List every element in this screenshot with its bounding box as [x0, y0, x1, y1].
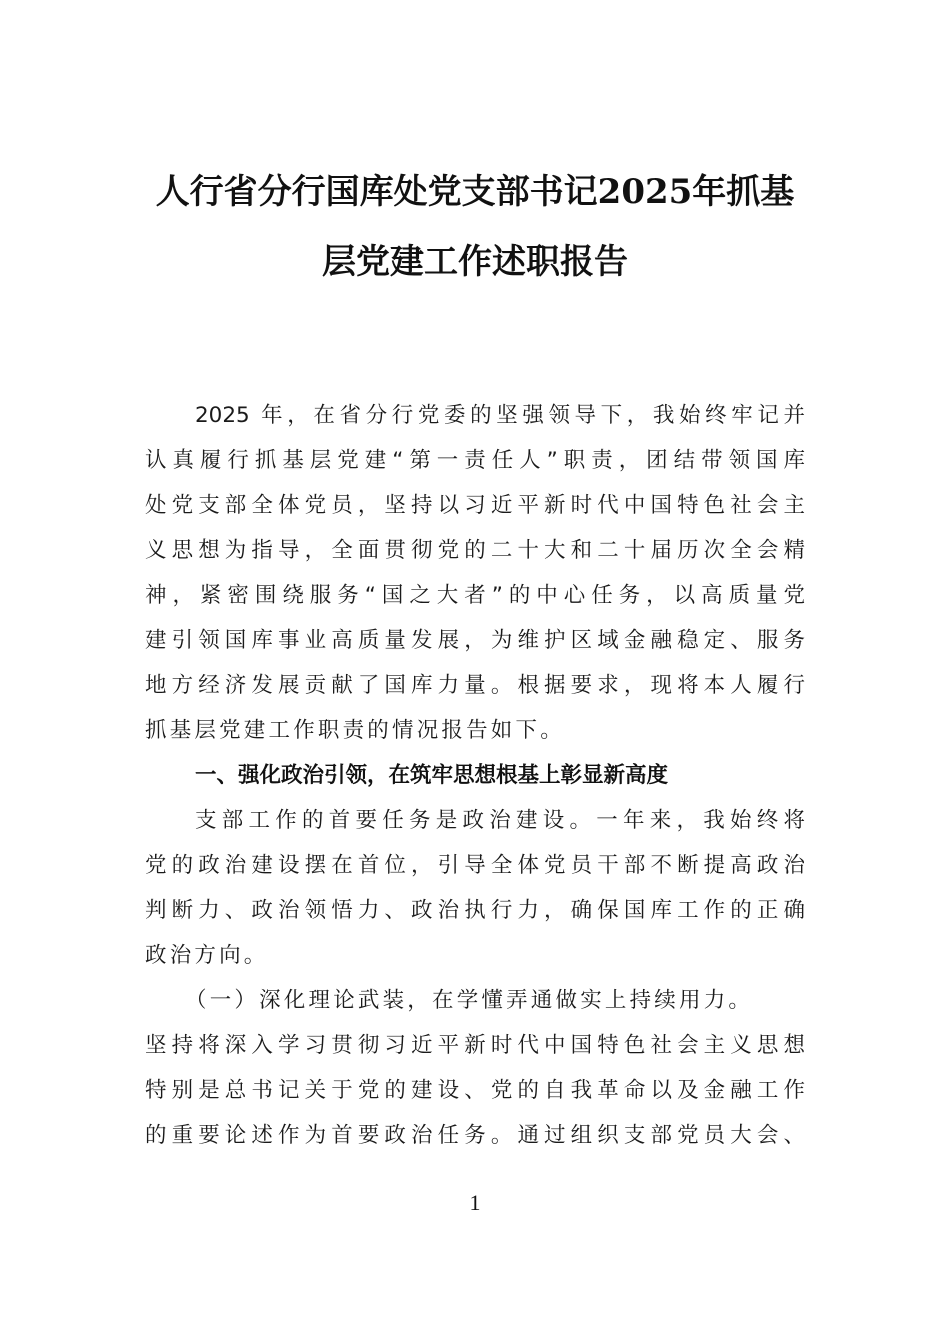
section-1-line-4: 政治方向。: [145, 943, 269, 968]
intro-line-2: 认真履行抓基层党建“第一责任人”职责，团结带领国库: [145, 448, 805, 473]
intro-line-8: 抓基层党建工作职责的情况报告如下。: [145, 718, 565, 743]
document-title-line-1: 人行省分行国库处党支部书记2025年抓基: [155, 172, 795, 212]
section-1-line-2: 党的政治建设摆在首位，引导全体党员干部不断提高政治: [145, 853, 805, 878]
section-1-line-3: 判断力、政治领悟力、政治执行力，确保国库工作的正确: [145, 898, 805, 923]
intro-line-4: 义思想为指导，全面贯彻党的二十大和二十届历次全会精: [145, 538, 805, 563]
document-title-line-2: 层党建工作述职报告: [322, 242, 628, 282]
page-number: 1: [469, 1190, 481, 1215]
subsection-1-line-1: 坚持将深入学习贯彻习近平新时代中国特色社会主义思想: [145, 1033, 805, 1058]
section-1-heading: 一、强化政治引领，在筑牢思想根基上彰显新高度: [195, 763, 669, 788]
subsection-1-line-3: 的重要论述作为首要政治任务。通过组织支部党员大会、: [145, 1123, 805, 1148]
section-1-line-1: 支部工作的首要任务是政治建设。一年来，我始终将: [195, 808, 805, 833]
subsection-1-line-2: 特别是总书记关于党的建设、党的自我革命以及金融工作: [145, 1078, 805, 1103]
intro-line-1: 2025 年，在省分行党委的坚强领导下，我始终牢记并: [195, 403, 805, 428]
intro-line-5: 神，紧密围绕服务“国之大者”的中心任务，以高质量党: [145, 583, 805, 608]
intro-line-6: 建引领国库事业高质量发展，为维护区域金融稳定、服务: [145, 628, 805, 653]
subsection-1-heading: （一）深化理论武装，在学懂弄通做实上持续用力。: [185, 988, 754, 1013]
intro-line-7: 地方经济发展贡献了国库力量。根据要求，现将本人履行: [145, 673, 805, 698]
intro-line-3: 处党支部全体党员，坚持以习近平新时代中国特色社会主: [145, 493, 805, 518]
